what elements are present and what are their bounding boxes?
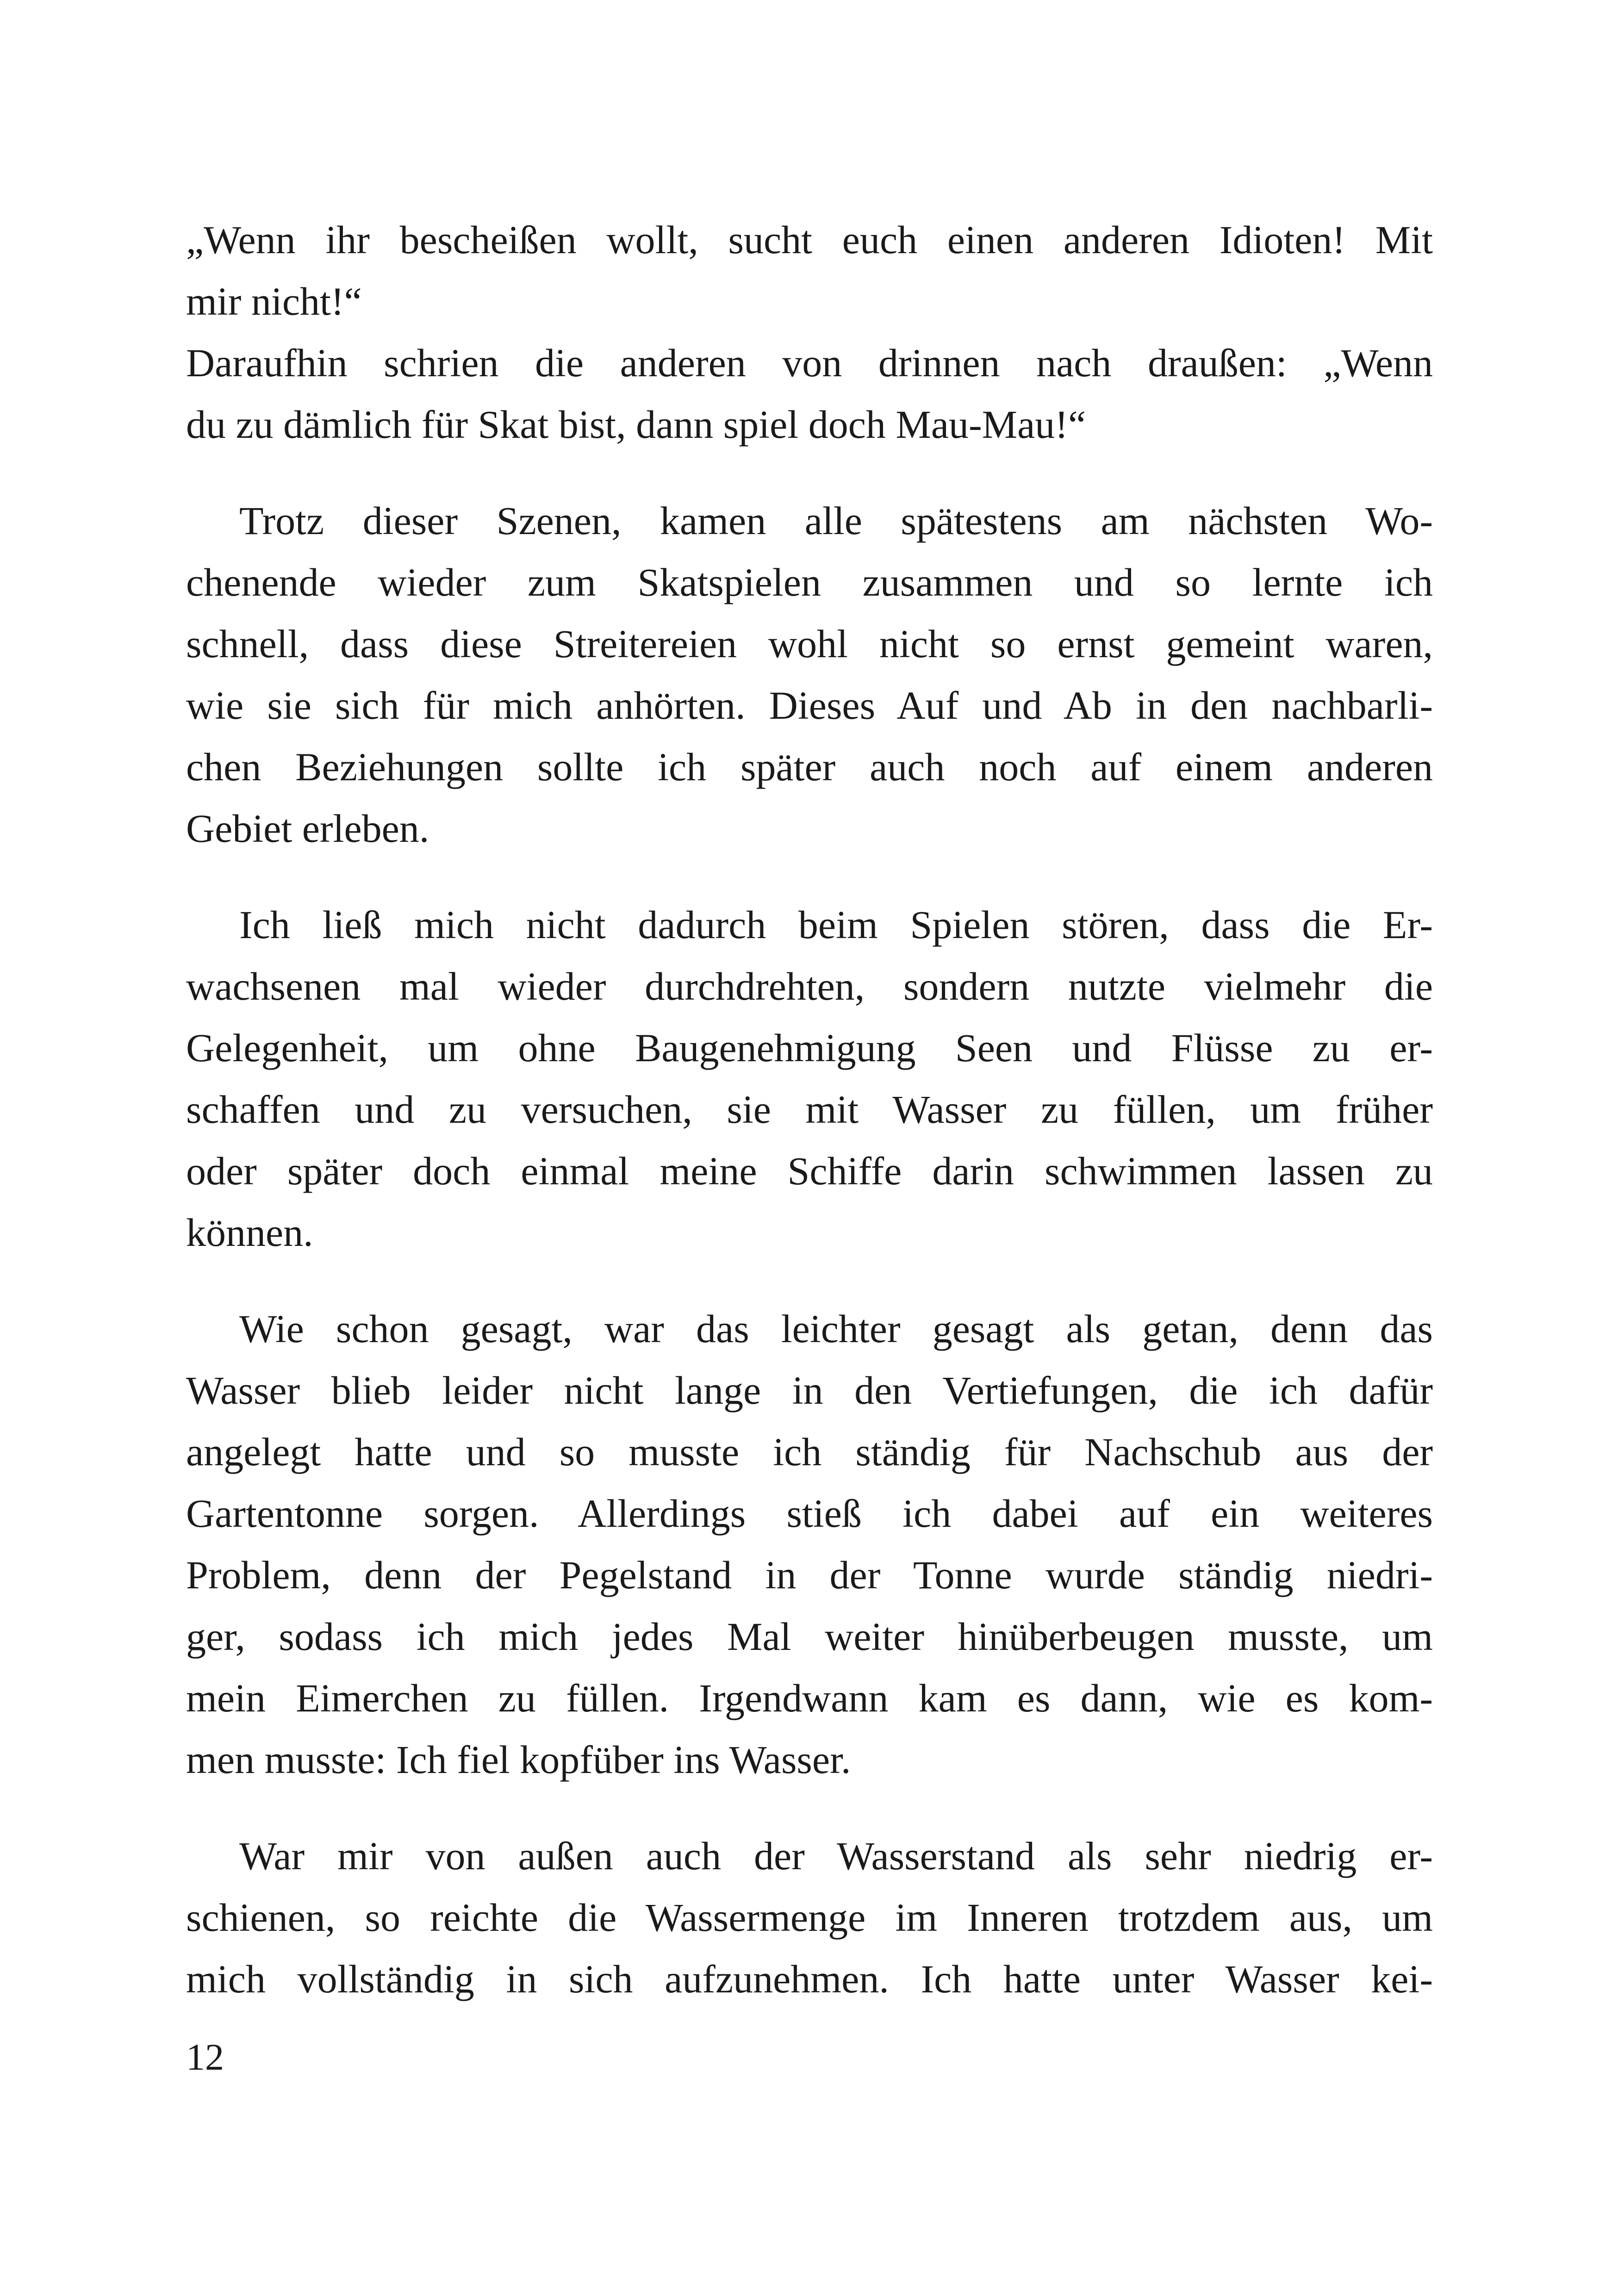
text-line: schienen, so reichte die Wassermenge im Inneren trotzdem aus, um — [186, 1895, 1433, 1940]
text-line: Gartentonne sorgen. Allerdings stieß ich dabei auf ein weiteres — [186, 1491, 1433, 1536]
text-line: wie sie sich für mich anhörten. Dieses Auf und Ab in den nachbarli- — [186, 683, 1433, 728]
text-line: Problem, denn der Pegelstand in der Tonne wurde ständig niedri- — [186, 1553, 1433, 1597]
text-line: du zu dämlich für Skat bist, dann spiel doch Mau-Mau!“ — [186, 402, 1086, 447]
paragraph — [186, 1298, 1433, 1791]
paragraph-gap — [186, 1791, 1433, 1825]
text-line: schaffen und zu versuchen, sie mit Wasser zu füllen, um früher — [186, 1087, 1433, 1132]
paragraph-gap — [186, 859, 1433, 894]
text-line: schnell, dass diese Streitereien wohl nicht so ernst gemeint waren, — [186, 622, 1433, 666]
text-line: War mir von außen auch der Wasserstand als sehr niedrig er- — [239, 1834, 1433, 1878]
text-line: oder später doch einmal meine Schiffe darin schwimmen lassen zu — [186, 1149, 1433, 1193]
text-line: Gelegenheit, um ohne Baugenehmigung Seen und Flüsse zu er- — [186, 1026, 1433, 1070]
text-line: können. — [186, 1210, 313, 1255]
text-line: mir nicht!“ — [186, 279, 362, 324]
text-line: Gebiet erleben. — [186, 806, 429, 851]
text-line: Ich ließ mich nicht dadurch beim Spielen stören, dass die Er- — [239, 902, 1433, 947]
text-line: Wasser blieb leider nicht lange in den Vertiefungen, die ich dafür — [186, 1368, 1433, 1412]
paragraph — [186, 894, 1433, 1263]
paragraph — [186, 490, 1433, 859]
page-body-text — [186, 209, 1433, 2010]
text-line: angelegt hatte und so musste ich ständig für Nachschub aus der — [186, 1430, 1433, 1474]
text-line: mein Eimerchen zu füllen. Irgendwann kam es dann, wie es kom- — [186, 1676, 1433, 1720]
text-line: Trotz dieser Szenen, kamen alle spätestens am nächsten Wo- — [239, 498, 1433, 543]
text-line: chen Beziehungen sollte ich später auch noch auf einem anderen — [186, 745, 1433, 789]
text-line: wachsenen mal wieder durchdrehten, sondern nutzte vielmehr die — [186, 964, 1433, 1008]
paragraph-gap — [186, 455, 1433, 490]
text-line: Daraufhin schrien die anderen von drinnen nach draußen: „Wenn — [186, 341, 1433, 385]
text-line: Wie schon gesagt, war das leichter gesagt als getan, denn das — [239, 1307, 1433, 1351]
page-number: 12 — [186, 2036, 224, 2078]
paragraph-gap — [186, 1263, 1433, 1298]
text-line: men musste: Ich fiel kopfüber ins Wasser. — [186, 1737, 851, 1782]
paragraph — [186, 209, 1433, 455]
text-line: „Wenn ihr bescheißen wollt, sucht euch einen anderen Idioten! Mit — [186, 218, 1433, 262]
text-line: mich vollständig in sich aufzunehmen. Ich hatte unter Wasser kei- — [186, 1957, 1433, 2001]
text-line: ger, sodass ich mich jedes Mal weiter hinüberbeugen musste, um — [186, 1614, 1433, 1659]
text-line: chenende wieder zum Skatspielen zusammen und so lernte ich — [186, 560, 1433, 604]
paragraph — [186, 1825, 1433, 2010]
